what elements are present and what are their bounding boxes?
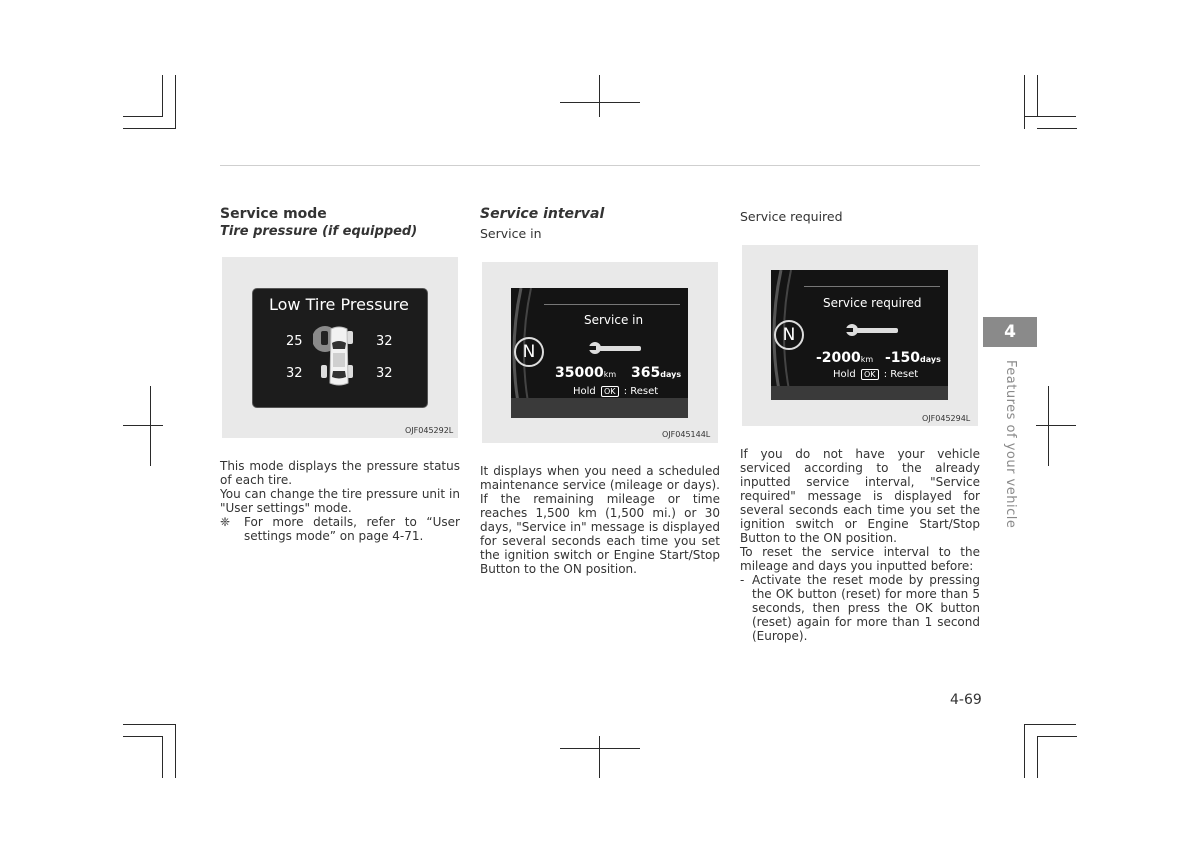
reset-label: : Reset	[623, 386, 659, 397]
header-rule	[220, 165, 980, 166]
gear-indicator: N	[774, 320, 804, 350]
display-bottom-bar	[771, 386, 948, 400]
chapter-tab: 4	[983, 317, 1037, 347]
reset-label: : Reset	[883, 369, 919, 380]
chapter-title: Features of your vehicle	[1003, 360, 1018, 529]
section-heading-service-interval: Service interval	[480, 206, 605, 222]
page-number: 4-69	[950, 692, 982, 708]
service-required-display	[771, 270, 948, 400]
days-unit: days	[920, 355, 941, 364]
hold-label: Hold	[833, 369, 856, 380]
remaining-days	[631, 362, 681, 381]
service-required-figure	[742, 245, 978, 426]
reset-hint	[573, 386, 658, 397]
figure-caption: OJF045292L	[405, 426, 454, 435]
days-value: -150	[885, 350, 921, 366]
subheading-service-in: Service in	[480, 226, 542, 241]
remaining-km	[555, 362, 616, 381]
overdue-km	[816, 347, 873, 366]
gear-indicator: N	[514, 337, 544, 367]
subheading-service-required: Service required	[740, 209, 843, 224]
tire-rear-left-value: 32	[286, 366, 303, 381]
section-heading-service-mode: Service mode	[220, 206, 327, 222]
km-value: 35000	[555, 365, 604, 381]
list-item-text: Activate the reset mode by pressing the OK button (reset) for more than 5 seconds, then press the OK button (reset) again for more than 1 second (Europe).	[752, 573, 980, 643]
tire-pressure-display	[252, 288, 428, 408]
tire-pressure-figure	[222, 257, 458, 438]
display-divider	[544, 304, 680, 305]
tire-rear-right-value: 32	[376, 366, 393, 381]
km-unit: km	[860, 355, 874, 364]
figure-caption: OJF045144L	[662, 430, 711, 439]
note-symbol: ❈	[220, 515, 231, 529]
paragraph: If you do not have your vehicle serviced according to the already inputted service interval, "Service required" message is displayed for several seconds each time you set the ignition switch or Engine Start/Stop Button to the ON position.	[740, 447, 980, 545]
ok-key: OK	[601, 386, 619, 397]
display-divider	[804, 286, 940, 287]
service-in-description	[480, 464, 720, 576]
tire-pressure-description	[220, 459, 460, 543]
note	[220, 515, 460, 543]
tire-front-right-value: 32	[376, 334, 393, 349]
overdue-days	[885, 347, 941, 366]
note-text: For more details, refer to “User settings mode” on page 4-71.	[244, 515, 460, 543]
service-required-description	[740, 447, 980, 643]
paragraph: It displays when you need a scheduled maintenance service (mileage or days). If the remaining mileage or time reaches 1,500 km (1,500 mi.) or 30 days, "Service in" message is displayed for several seconds each time you set the ignition switch or Engine Start/Stop Button to the ON position.	[480, 464, 720, 576]
display-bottom-bar	[511, 398, 688, 418]
days-value: 365	[631, 365, 661, 381]
subheading-tire-pressure: Tire pressure (if equipped)	[220, 224, 418, 239]
tire-front-left-value: 25	[286, 334, 303, 349]
hold-label: Hold	[573, 386, 596, 397]
wrench-icon	[846, 322, 900, 338]
km-unit: km	[603, 370, 617, 379]
ok-key: OK	[861, 369, 879, 380]
service-in-display	[511, 288, 688, 418]
paragraph: To reset the service interval to the mileage and days you inputted before:	[740, 545, 980, 573]
km-value: -2000	[816, 350, 861, 366]
display-title: Service required	[823, 296, 922, 310]
display-title: Low Tire Pressure	[269, 295, 409, 314]
figure-caption: OJF045294L	[922, 414, 971, 423]
list-item	[740, 573, 980, 643]
service-in-figure	[482, 262, 718, 443]
car-top-view-icon	[313, 325, 365, 391]
reset-hint	[833, 369, 918, 380]
paragraph: This mode displays the pressure status of each tire.	[220, 459, 460, 487]
days-unit: days	[660, 370, 682, 379]
paragraph: You can change the tire pressure unit in "User settings" mode.	[220, 487, 460, 515]
dash-marker: -	[740, 573, 745, 587]
display-title: Service in	[584, 313, 644, 327]
wrench-icon	[589, 340, 643, 356]
